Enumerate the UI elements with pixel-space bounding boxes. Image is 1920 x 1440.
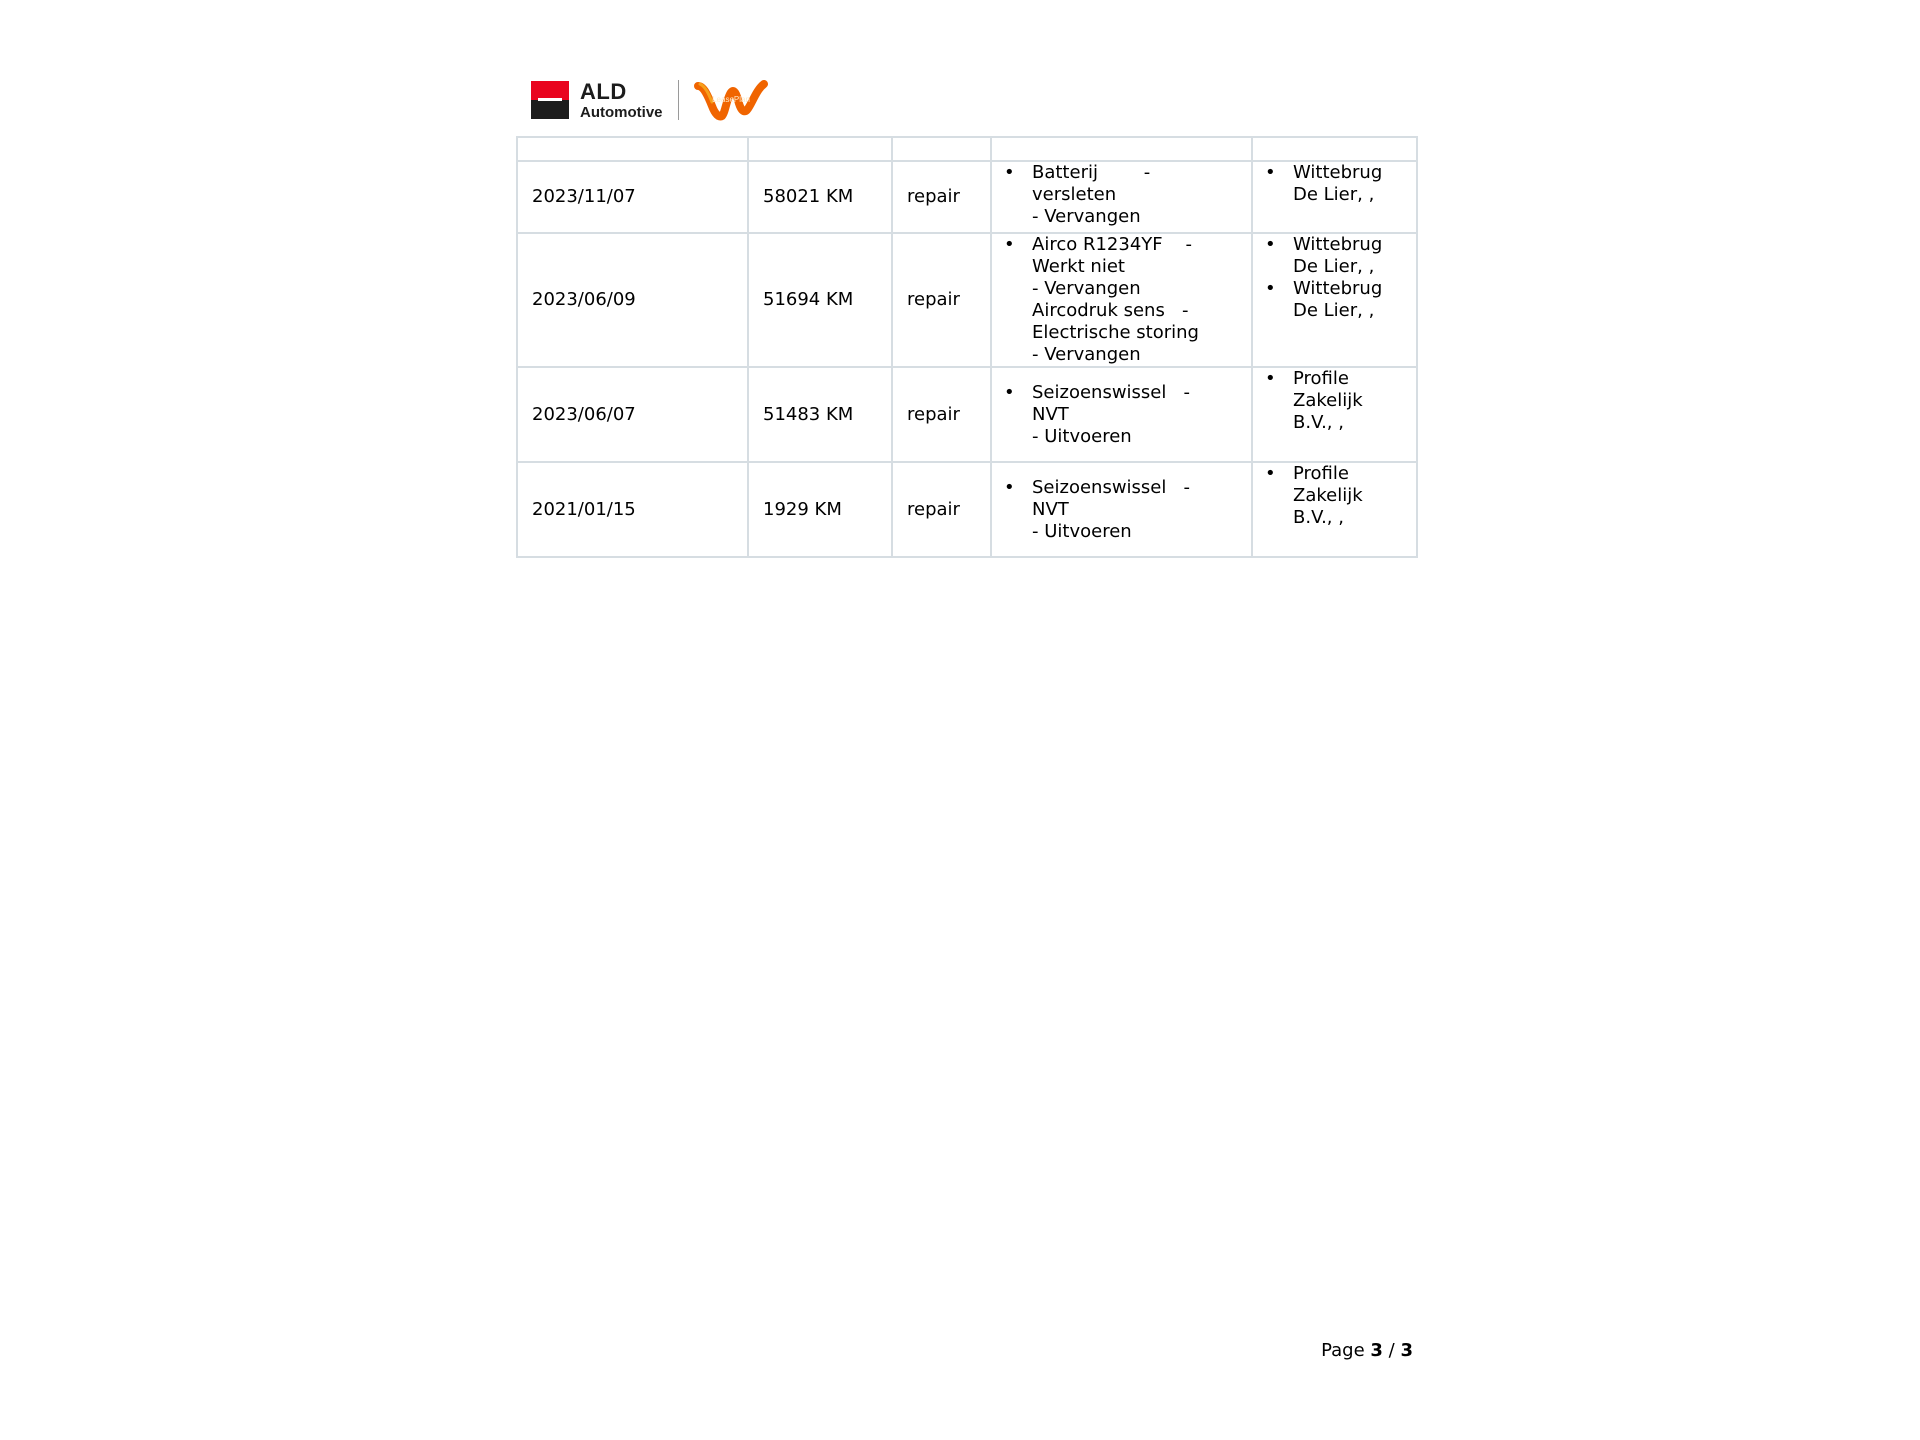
- description-item: • Batterij - versleten - Vervangen: [1000, 162, 1241, 228]
- description-cell: [991, 367, 1252, 462]
- ald-sub-text: Automotive: [580, 103, 663, 121]
- garage-item: • Profile Zakelijk B.V., ,: [1261, 368, 1406, 434]
- ald-brand-text: ALD: [580, 78, 627, 104]
- page-label: Page: [1321, 1340, 1365, 1361]
- garage-cell: [1252, 367, 1417, 462]
- table-row: [517, 367, 1417, 462]
- maintenance-history-table: [516, 136, 1418, 558]
- table-header-row: [517, 137, 1417, 161]
- garage-item: • Wittebrug De Lier, ,: [1261, 278, 1406, 322]
- total-pages: 3: [1400, 1340, 1413, 1361]
- date-cell: 2023/06/09: [517, 233, 748, 367]
- mileage-cell: 58021 KM: [748, 161, 892, 233]
- table-row: [517, 161, 1417, 233]
- type-cell: repair: [892, 462, 991, 557]
- description-cell: [991, 462, 1252, 557]
- description-item: • Airco R1234YF - Werkt niet - Vervangen Aircodruk sens - Electrische storing - Vervangen: [1000, 234, 1241, 366]
- mileage-cell: 1929 KM: [748, 462, 892, 557]
- description-item: • Seizoenswissel - NVT - Uitvoeren: [1000, 382, 1241, 448]
- garage-cell: [1252, 161, 1417, 233]
- mileage-cell: 51483 KM: [748, 367, 892, 462]
- page-number: [1300, 1340, 1413, 1361]
- garage-item: • Wittebrug De Lier, ,: [1261, 234, 1406, 278]
- table-row: [517, 233, 1417, 367]
- leaseplan-logo-text: LeasePlan: [711, 95, 750, 104]
- date-cell: 2023/06/07: [517, 367, 748, 462]
- garage-item: • Profile Zakelijk B.V., ,: [1261, 463, 1406, 529]
- header-logos: [531, 76, 768, 124]
- leaseplan-logo-icon: [694, 78, 768, 122]
- description-cell: [991, 161, 1252, 233]
- type-cell: repair: [892, 233, 991, 367]
- date-cell: 2021/01/15: [517, 462, 748, 557]
- date-cell: 2023/11/07: [517, 161, 748, 233]
- garage-cell: [1252, 462, 1417, 557]
- type-cell: repair: [892, 367, 991, 462]
- mileage-cell: 51694 KM: [748, 233, 892, 367]
- garage-item: • Wittebrug De Lier, ,: [1261, 162, 1406, 206]
- type-cell: repair: [892, 161, 991, 233]
- ald-automotive-logo: [531, 78, 663, 121]
- page-separator: /: [1388, 1340, 1395, 1361]
- garage-cell: [1252, 233, 1417, 367]
- description-cell: [991, 233, 1252, 367]
- table-row: [517, 462, 1417, 557]
- logo-divider: [678, 80, 679, 120]
- current-page: 3: [1370, 1340, 1383, 1361]
- description-item: • Seizoenswissel - NVT - Uitvoeren: [1000, 477, 1241, 543]
- ald-logo-mark-icon: [531, 81, 569, 119]
